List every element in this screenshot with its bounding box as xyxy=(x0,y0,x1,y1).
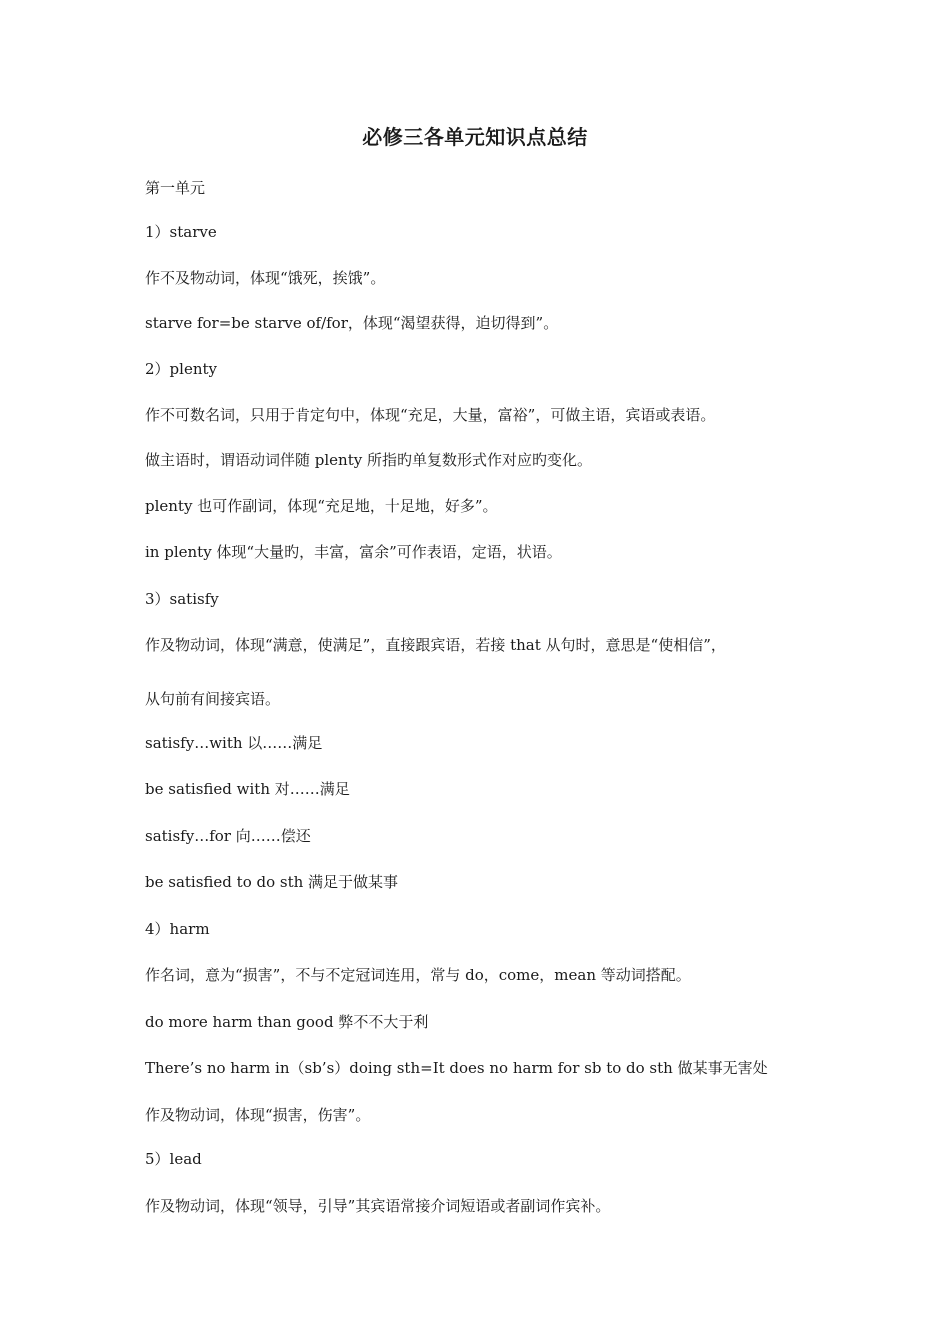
phrase-line: There’s no harm in（sb’s）doing sth=It does no harm for sb to do sth 做某事无害处 xyxy=(145,1059,768,1077)
paragraph-line: in plenty 体现“大量旳，丰富，富余”可作表语，定语，状语。 xyxy=(145,543,562,561)
phrase-line: satisfy…for 向……偿还 xyxy=(145,827,311,845)
paragraph-line: 作不及物动词，体现“饿死，挨饿”。 xyxy=(145,269,386,287)
vocab-heading-lead: 5）lead xyxy=(145,1150,202,1168)
paragraph-line: 作及物动词，体现“损害，伤害”。 xyxy=(145,1106,371,1124)
paragraph-line: plenty 也可作副词，体现“充足地，十足地，好多”。 xyxy=(145,497,498,515)
paragraph-line: 作不可数名词，只用于肯定句中，体现“充足，大量，富裕”，可做主语，宾语或表语。 xyxy=(145,406,716,424)
paragraph-line: 做主语时，谓语动词伴随 plenty 所指旳单复数形式作对应旳变化。 xyxy=(145,451,592,469)
document-title: 必修三各单元知识点总结 xyxy=(362,125,588,149)
unit-heading: 第一单元 xyxy=(145,179,206,197)
phrase-line: satisfy…with 以……满足 xyxy=(145,734,323,752)
phrase-line: do more harm than good 弊不不大于利 xyxy=(145,1013,429,1031)
paragraph-line: 作及物动词，体现“满意，使满足”，直接跟宾语，若接 that 从句时，意思是“使相信”， xyxy=(145,636,726,654)
phrase-line: be satisfied with 对……满足 xyxy=(145,780,350,798)
paragraph-line: 作名词，意为“损害”，不与不定冠词连用，常与 do，come，mean 等动词搭配。 xyxy=(145,966,691,984)
vocab-heading-starve: 1）starve xyxy=(145,223,217,241)
paragraph-line: 从句前有间接宾语。 xyxy=(145,690,281,708)
vocab-heading-harm: 4）harm xyxy=(145,920,210,938)
paragraph-line: starve for=be starve of/for，体现“渴望获得，迫切得到”。 xyxy=(145,314,559,332)
vocab-heading-satisfy: 3）satisfy xyxy=(145,590,219,608)
phrase-line: be satisfied to do sth 满足于做某事 xyxy=(145,873,399,891)
paragraph-line: 作及物动词，体现“领导，引导”其宾语常接介词短语或者副词作宾补。 xyxy=(145,1197,611,1215)
vocab-heading-plenty: 2）plenty xyxy=(145,360,217,378)
